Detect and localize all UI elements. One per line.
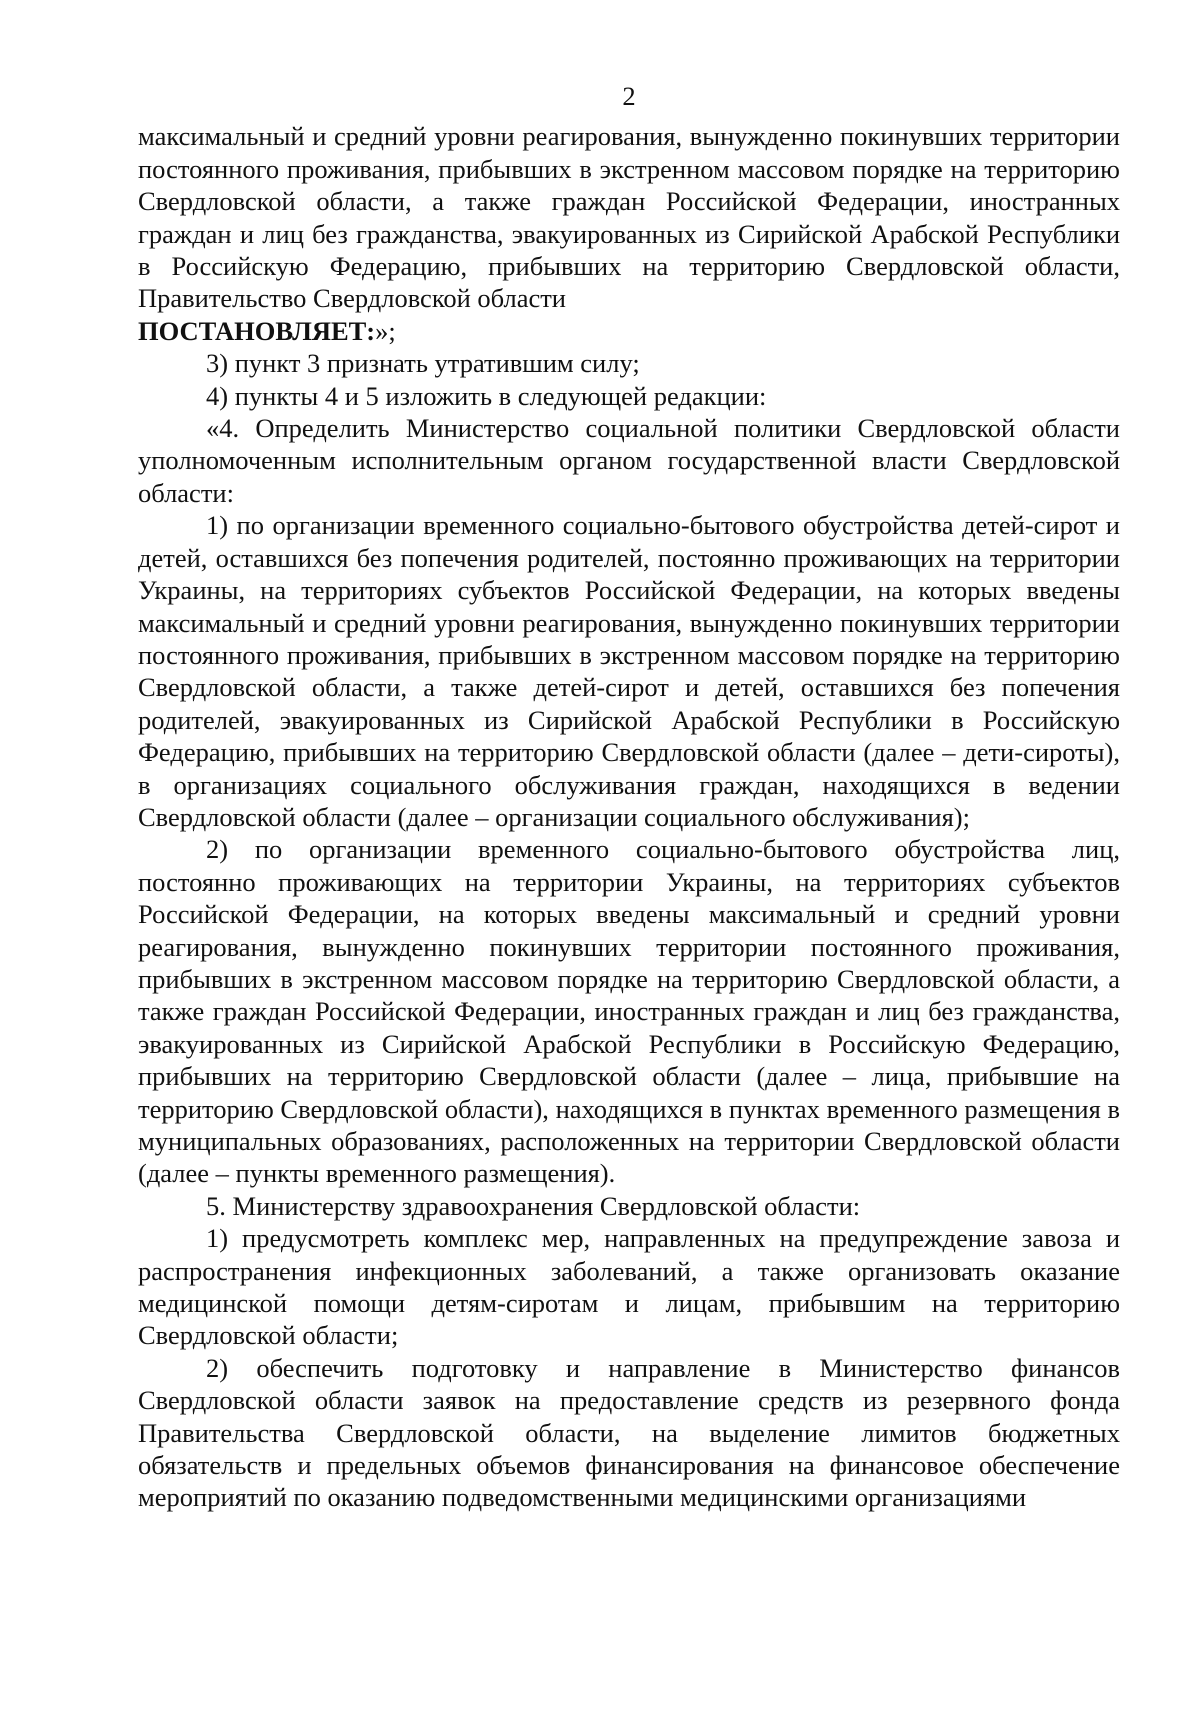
paragraph-item-4: 4) пункты 4 и 5 изложить в следующей редакции: xyxy=(206,380,767,411)
decree-keyword-tail: »; xyxy=(375,315,396,346)
paragraph-decree xyxy=(138,315,1120,347)
paragraph-point-4-sub-1: 1) по организации временного социально-бытового обустройства детей-сирот и детей, оставшихся без попечения родителей, постоянно проживающих на территории Украины, на территориях субъектов Российской Федерации, на которых введены максимальный и средний уровни реагирования, вынужденно покинувших территории постоянного проживания, прибывших в экстренном массовом порядке на территорию Свердловской области, а также детей-сирот и детей, оставшихся без попечения родителей, эвакуированных из Сирийской Арабской Республики в Российскую Федерацию, прибывших на территорию Свердловской области (далее – дети-сироты), в организациях социального обслуживания граждан, находящихся в ведении Свердловской области (далее – организации социального обслуживания); xyxy=(138,510,1120,832)
paragraph-point-5-sub-2: 2) обеспечить подготовку и направление в Министерство финансов Свердловской области заявок на предоставление средств из резервного фонда Правительства Свердловской области, на выделение лимитов бюджетных обязательств и предельных объемов финансирования на финансовое обеспечение мероприятий по оказанию подведомственными медицинскими организациями xyxy=(138,1352,1120,1513)
paragraph-item-3: 3) пункт 3 признать утратившим силу; xyxy=(206,348,640,379)
paragraph-preamble-end: максимальный и средний уровни реагирования, вынужденно покинувших территории постоянного проживания, прибывших в экстренном массовом порядке на территорию Свердловской области, а также граждан Российской Федерации, иностранных граждан и лиц без гражданства, эвакуированных из Сирийской Арабской Республики в Российскую Федерацию, прибывших на территорию Свердловской области, Правительство Свердловской области xyxy=(138,121,1120,314)
paragraph-point-5: 5. Министерству здравоохранения Свердловской области: xyxy=(206,1190,861,1221)
paragraph-point-4: «4. Определить Министерство социальной политики Свердловской области уполномоченным исполнительным органом государственной власти Свердловской области: xyxy=(138,413,1120,508)
paragraph-point-4-sub-2: 2) по организации временного социально-бытового обустройства лиц, постоянно проживающих на территории Украины, на территориях субъектов Российской Федерации, на которых введены максимальный и средний уровни реагирования, вынужденно покинувших территории постоянного проживания, прибывших в экстренном массовом порядке на территорию Свердловской области, а также граждан Российской Федерации, иностранных граждан и лиц без гражданства, эвакуированных из Сирийской Арабской Республики в Российскую Федерацию, прибывших на территорию Свердловской области (далее – лица, прибывшие на территорию Свердловской области), находящихся в пунктах временного размещения в муниципальных образованиях, расположенных на территории Свердловской области (далее – пункты временного размещения). xyxy=(138,834,1120,1189)
decree-keyword: ПОСТАНОВЛЯЕТ: xyxy=(138,315,376,346)
page-number: 2 xyxy=(622,81,636,111)
paragraph-point-5-sub-1: 1) предусмотреть комплекс мер, направленных на предупреждение завоза и распространения инфекционных заболеваний, а также организовать оказание медицинской помощи детям-сиротам и лицам, прибывшим на территорию Свердловской области; xyxy=(138,1223,1120,1351)
